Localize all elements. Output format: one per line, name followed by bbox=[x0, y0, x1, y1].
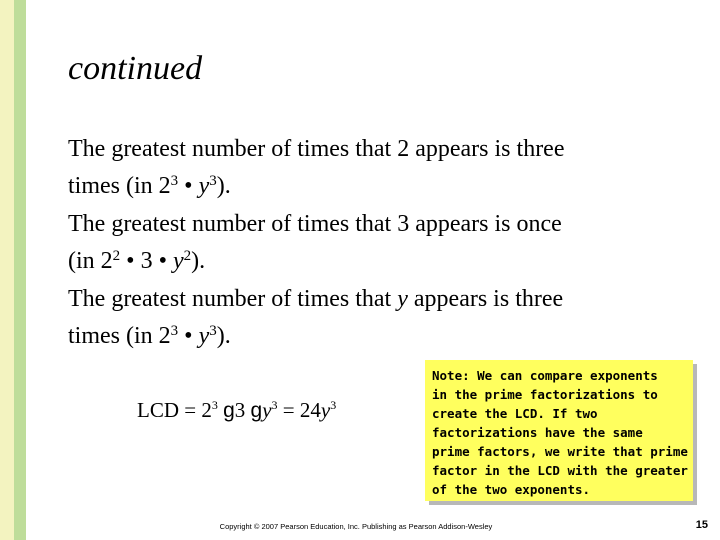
left-accent-bar bbox=[14, 0, 26, 540]
lcd-equation: LCD = $2^3$ g3 $gy^3 = 24y^3$ bbox=[137, 398, 337, 422]
note-line: prime factors, we write that prime bbox=[432, 444, 688, 459]
paragraph-2-line-2: (in $2^2$ • 3 • $y^2$). bbox=[68, 247, 206, 274]
note-line: of the two exponents. bbox=[432, 482, 591, 497]
note-line: Note: We can compare exponents bbox=[432, 368, 658, 383]
slide-body bbox=[68, 131, 668, 356]
paragraph-1 bbox=[68, 131, 668, 204]
paragraph-1-line-1: The greatest number of times that 2 appears is three bbox=[68, 136, 565, 162]
note-line: factorizations have the same bbox=[432, 425, 643, 440]
page-number: 15 bbox=[695, 519, 708, 531]
paragraph-3-line-1: The greatest number of times that y appears is three bbox=[68, 286, 564, 312]
note-box bbox=[425, 360, 693, 501]
copyright-footer: Copyright © 2007 Pearson Education, Inc. Publishing as Pearson Addison-Wesley bbox=[219, 522, 493, 531]
paragraph-1-line-2: times (in $2^3$ • $y^3$). bbox=[68, 172, 231, 199]
paragraph-2 bbox=[68, 206, 668, 279]
paragraph-3-line-2: times (in $2^3$ • $y^3$). bbox=[68, 322, 231, 349]
paragraph-3 bbox=[68, 281, 668, 354]
left-decorative-bar bbox=[0, 0, 14, 540]
note-line: factor in the LCD with the greater bbox=[432, 463, 688, 478]
paragraph-2-line-1: The greatest number of times that 3 appears is once bbox=[68, 211, 562, 237]
slide-heading: continued bbox=[68, 50, 203, 87]
note-line: create the LCD. If two bbox=[432, 406, 598, 421]
note-line: in the prime factorizations to bbox=[432, 387, 658, 402]
